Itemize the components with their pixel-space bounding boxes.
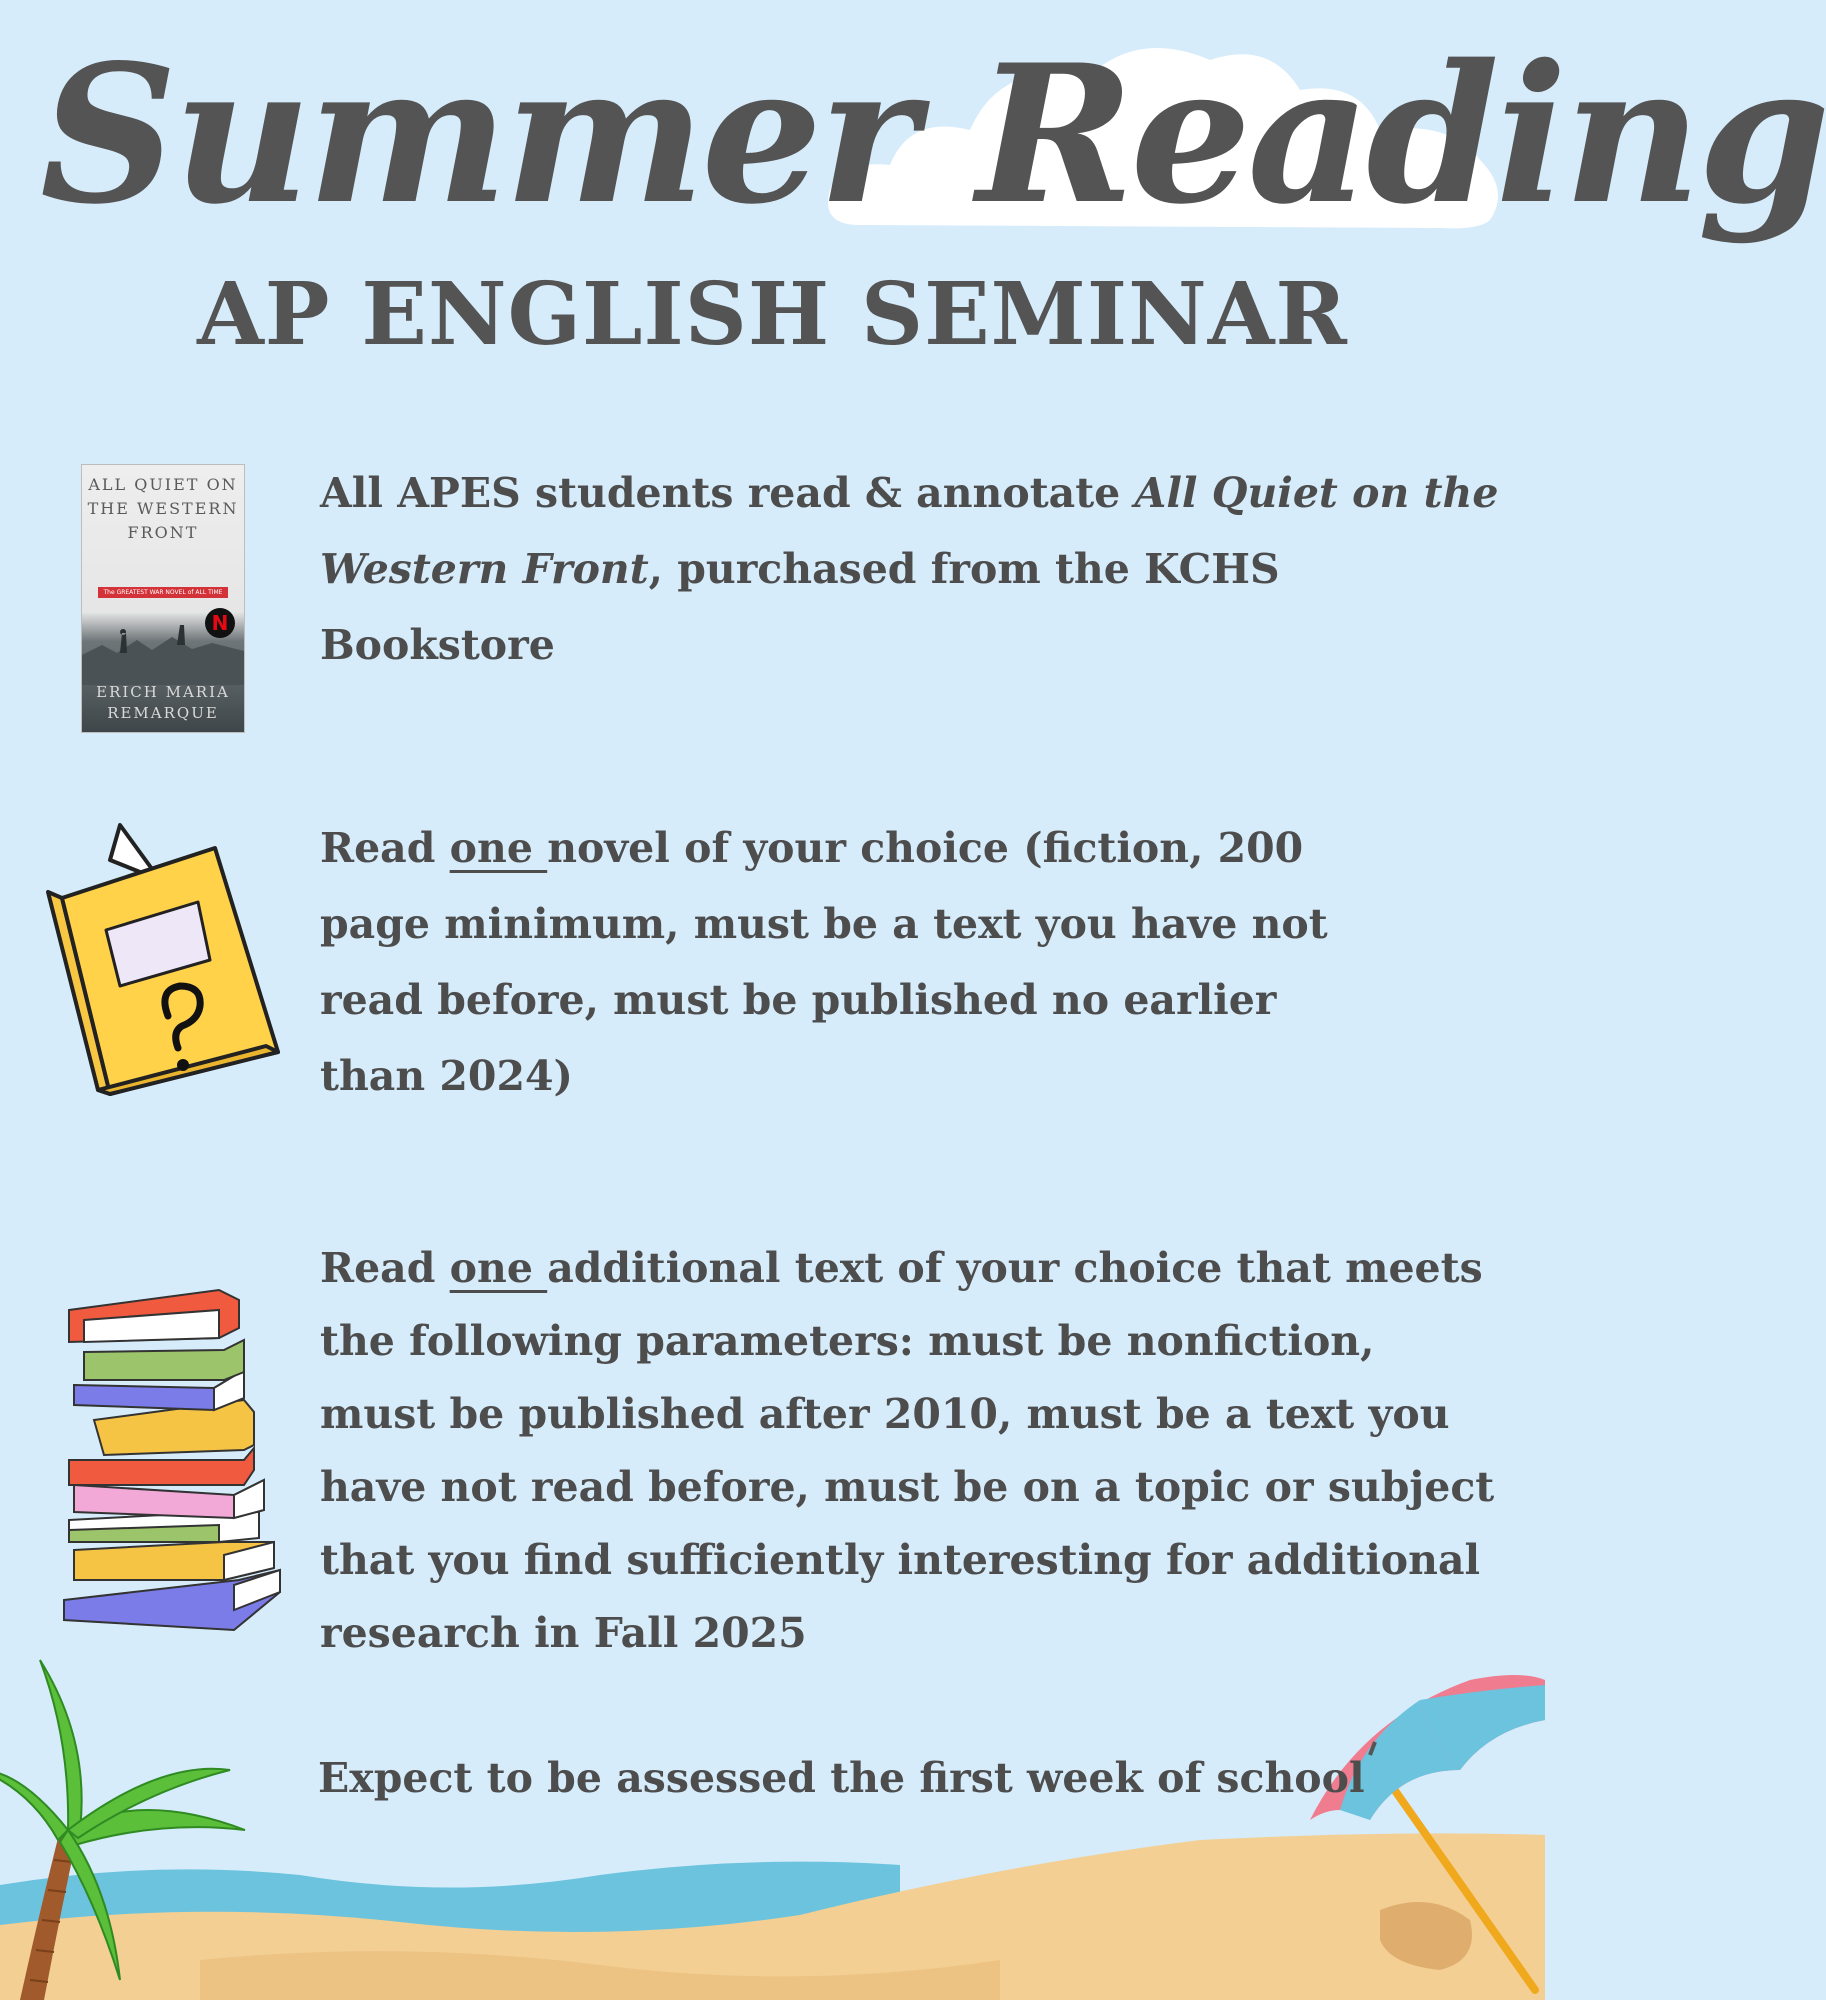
item-1-text-before: All APES students read & annotate [320,469,1135,517]
cover-tagline: The GREATEST WAR NOVEL of ALL TIME [98,587,228,598]
item-3-text-before: Read [320,1244,450,1292]
item-2-emphasis: one [449,824,548,872]
beach-scene-decoration [0,1660,1545,2000]
item-3-text-after: additional text of your choice that meets the following parameters: must be nonfiction, must be published after 2010, must be a text you have not read before, must be on a topic or subject that you find sufficiently interesting for additional research in Fall 2025 [320,1244,1495,1657]
page-subtitle: AP ENGLISH SEMINAR [197,264,1348,365]
assessment-note: Expect to be assessed the first week of school [318,1754,1365,1802]
book-cover-icon [82,465,244,732]
netflix-logo-icon: N [205,608,235,638]
cover-title: ALL QUIET ON THE WESTERN FRONT [87,475,239,542]
item-3-emphasis: one [449,1244,548,1292]
item-nonfiction-choice [320,1232,1500,1670]
cover-author: ERICH MARIA REMARQUE [96,683,230,722]
page-title: Summer Reading [40,23,1826,246]
book-stack-icon [44,1280,284,1640]
item-2-text-after: novel of your choice (fiction, 200 page minimum, must be a text you have not read before, must be published no earlier than 2024) [320,824,1328,1100]
item-apes-required-book [320,455,1500,683]
item-1-text-after: , purchased from the KCHS Bookstore [320,545,1280,669]
mystery-book-icon [40,820,290,1105]
item-1-book-title: All Quiet on the Western Front [320,469,1499,593]
item-2-text-before: Read [320,824,450,872]
item-novel-choice [320,810,1340,1114]
